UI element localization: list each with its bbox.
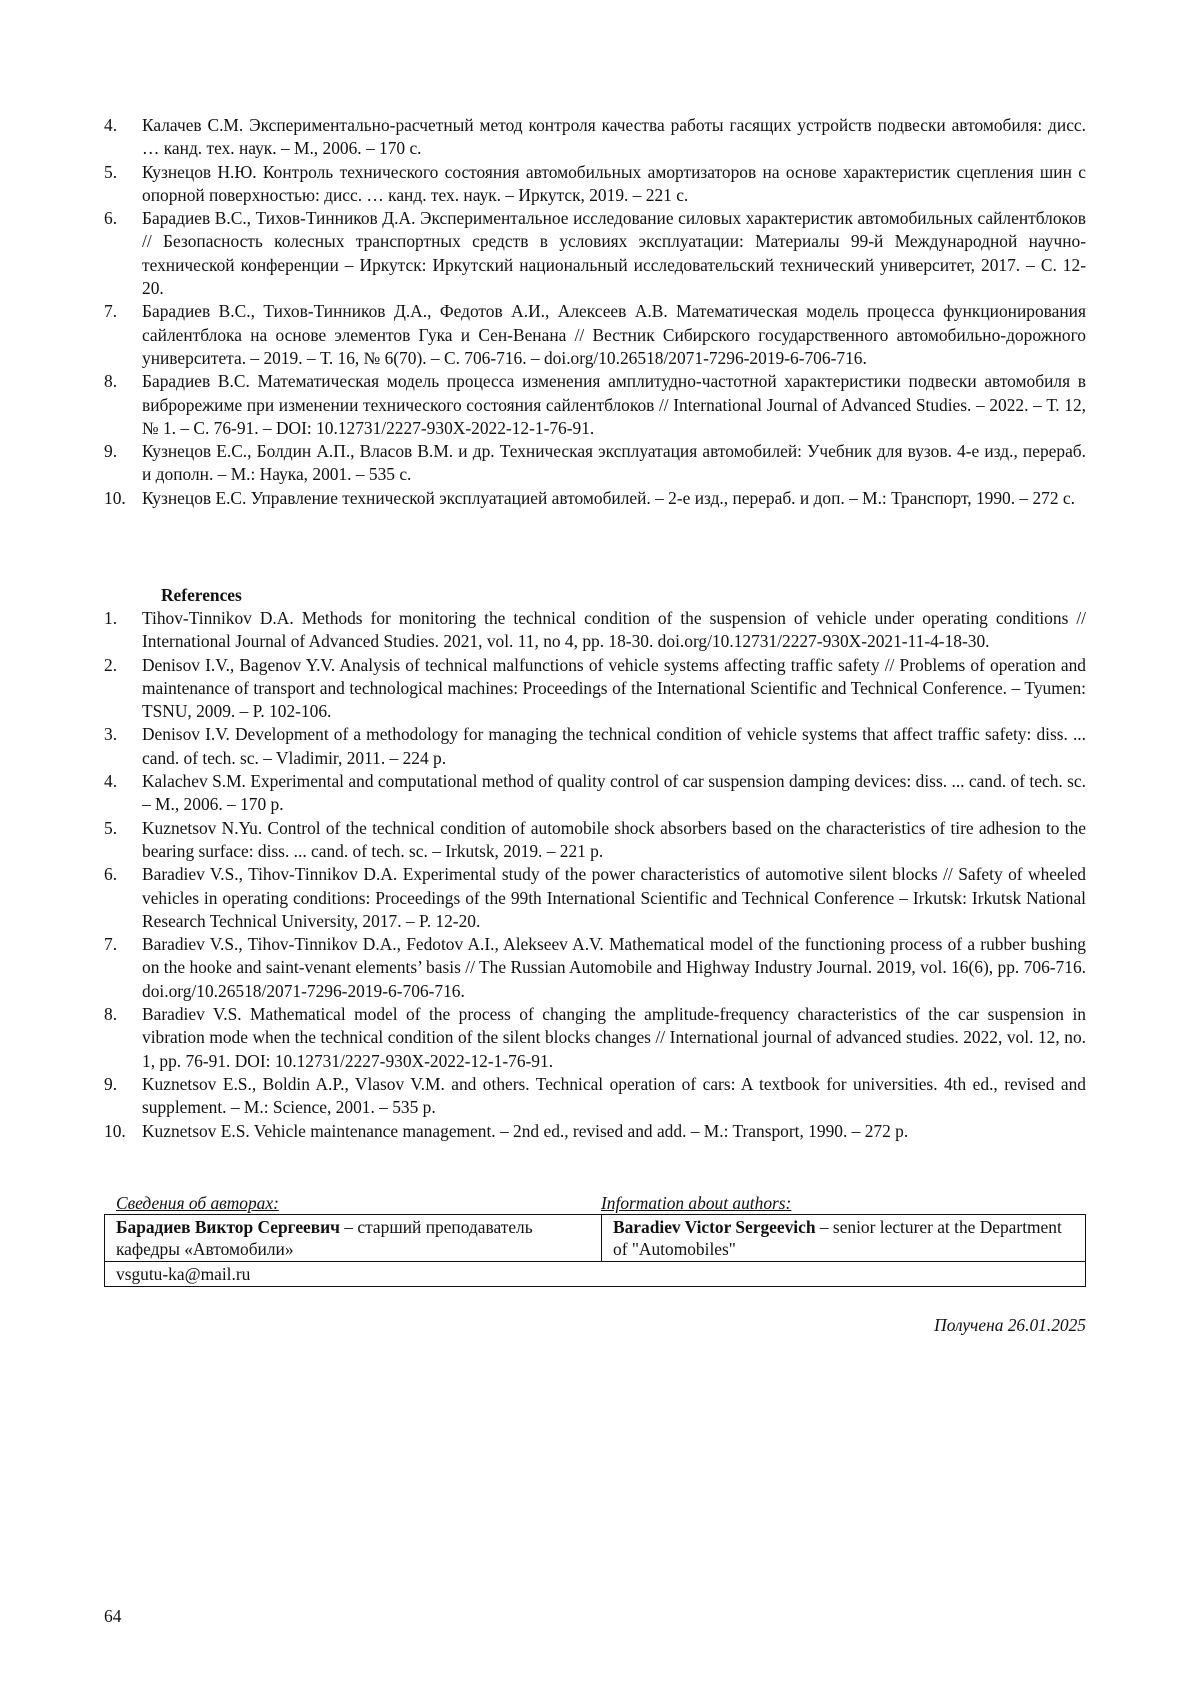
reference-item xyxy=(104,863,1086,933)
reference-text: Baradiev V.S. Mathematical model of the process of changing the amplitude-frequency characteristics of the car suspension in vibration mode when the technical condition of the silent blocks changes // International journal of advanced studies. 2022, vol. 12, no. 1, pp. 76-91. DOI: 10.12731/2227-930X-2022-12-1-76-91. xyxy=(142,1004,1086,1071)
authors-captions xyxy=(104,1192,1086,1214)
author-role-en: – senior lecturer at the Department of "Automobiles" xyxy=(613,1217,1062,1259)
reference-number: 4. xyxy=(104,771,118,792)
reference-number: 5. xyxy=(104,817,118,838)
reference-item xyxy=(104,607,1086,654)
reference-text: Denisov I.V. Development of a methodology for managing the technical condition of vehicle systems that affect traffic safety: diss. ... cand. of tech. sc. – Vladimir, 2011. – 224 p. xyxy=(142,724,1086,768)
reference-text: Барадиев В.С., Тихов-Тинников Д.А. Экспериментальное исследование силовых характеристик автомобильных сайлентблоков // Безопасность колесных транспортных средств в условиях эксплуатации: Материалы 99-й Международной научно-технической конференции – Иркутск: Иркутский национальный исследовательский технический университет, 2017. – С. 12-20. xyxy=(142,208,1086,299)
author-row xyxy=(105,1215,1086,1262)
reference-text: Кузнецов Н.Ю. Контроль технического состояния автомобильных амортизаторов на основе характеристик сцепления шин с опорной поверхностью: дисс. … канд. тех. наук. – Иркутск, 2019. – 221 с. xyxy=(142,161,1086,205)
author-name-en: Baradiev Victor Sergeevich xyxy=(613,1217,816,1237)
english-reference-list xyxy=(104,607,1086,1143)
reference-text: Барадиев В.С., Тихов-Тинников Д.А., Федотов А.И., Алексеев А.В. Математическая модель процесса функционирования сайлентблока на основе элементов Гука и Сен-Венана // Вестник Сибирского государственного автомобильно-дорожного университета. – 2019. – Т. 16, № 6(70). – С. 706-716. – doi.org/10.26518/2071-7296-2019-6-706-716. xyxy=(142,301,1086,368)
reference-number: 8. xyxy=(104,371,118,392)
authors-table xyxy=(104,1214,1086,1287)
reference-number: 9. xyxy=(104,1073,118,1094)
reference-text: Калачев С.М. Экспериментально-расчетный метод контроля качества работы гасящих устройств подвески автомобиля: дисс. … канд. тех. наук. – М., 2006. – 170 с. xyxy=(142,115,1086,159)
reference-item xyxy=(104,1073,1086,1120)
author-email[interactable]: vsgutu-ka@mail.ru xyxy=(105,1262,1086,1287)
email-row xyxy=(105,1262,1086,1287)
reference-item xyxy=(104,487,1086,510)
reference-text: Baradiev V.S., Tihov-Tinnikov D.A. Experimental study of the power characteristics of automotive silent blocks // Safety of wheeled vehicles in operating conditions: Proceedings of the 99th International Scientific and Technical Conference – Irkutsk: Irkutsk National Research Technical University, 2017. – P. 12-20. xyxy=(142,864,1086,931)
reference-text: Kuznetsov N.Yu. Control of the technical condition of automobile shock absorbers based on the characteristics of tire adhesion to the bearing surface: diss. ... cand. of tech. sc. – Irkutsk, 2019. – 221 p. xyxy=(142,817,1086,861)
reference-text: Denisov I.V., Bagenov Y.V. Analysis of technical malfunctions of vehicle systems affecting traffic safety // Problems of operation and maintenance of transport and technological machines: Proceedings of the International Scientific and Technical Conference. – Tyumen: TSNU, 2009. – P. 102-106. xyxy=(142,654,1086,722)
author-role-ru: – старший преподаватель кафедры «Автомобили» xyxy=(116,1217,533,1259)
reference-item xyxy=(104,1003,1086,1073)
reference-number: 2. xyxy=(104,654,118,675)
reference-item xyxy=(104,114,1086,161)
page-number: 64 xyxy=(104,1606,122,1626)
reference-number: 10. xyxy=(104,487,126,508)
reference-item xyxy=(104,817,1086,864)
reference-text: Tihov-Tinnikov D.A. Methods for monitoring the technical condition of the suspension of vehicle under operating conditions // International Journal of Advanced Studies. 2021, vol. 11, no 4, pp. 18-30. doi.org/10.12731/2227-930X-2021-11-4-18-30. xyxy=(142,608,1086,652)
reference-number: 6. xyxy=(104,208,118,229)
reference-item xyxy=(104,654,1086,724)
references-heading: References xyxy=(161,585,242,605)
reference-item xyxy=(104,300,1086,370)
authors-caption-ru: Сведения об авторах: xyxy=(116,1193,279,1213)
reference-item xyxy=(104,770,1086,817)
reference-item xyxy=(104,161,1086,208)
received-date: Получена 26.01.2025 xyxy=(934,1315,1086,1335)
reference-number: 5. xyxy=(104,161,118,182)
reference-text: Kuznetsov E.S. Vehicle maintenance management. – 2nd ed., revised and add. – M.: Transport, 1990. – 272 p. xyxy=(142,1120,909,1141)
reference-text: Барадиев В.С. Математическая модель процесса изменения амплитудно-частотной характеристики подвески автомобиля в виброрежиме при изменении технического состояния сайлентблоков // International Journal of Advanced Studies. – 2022. – Т. 12, № 1. – С. 76-91. – DOI: 10.12731/2227-930X-2022-12-1-76-91. xyxy=(142,371,1086,438)
reference-number: 3. xyxy=(104,724,118,745)
reference-text: Kalachev S.M. Experimental and computational method of quality control of car suspension damping devices: diss. ... cand. of tech. sc. – M., 2006. – 170 p. xyxy=(142,771,1086,815)
reference-item xyxy=(104,440,1086,487)
reference-number: 9. xyxy=(104,441,118,462)
author-name-ru: Барадиев Виктор Сергеевич xyxy=(116,1217,340,1237)
reference-text: Kuznetsov E.S., Boldin A.P., Vlasov V.M. and others. Technical operation of cars: A textbook for universities. 4th ed., revised and supplement. – M.: Science, 2001. – 535 p. xyxy=(142,1073,1086,1118)
authors-block xyxy=(104,1192,1086,1287)
author-info-en xyxy=(602,1215,1086,1262)
reference-number: 6. xyxy=(104,864,118,885)
reference-text: Кузнецов Е.С., Болдин А.П., Власов В.М. и др. Техническая эксплуатация автомобилей: Учебник для вузов. 4-е изд., перераб. и дополн. – М.: Наука, 2001. – 535 с. xyxy=(142,441,1086,485)
author-info-ru xyxy=(105,1215,602,1262)
reference-number: 7. xyxy=(104,301,118,322)
reference-number: 10. xyxy=(104,1120,126,1141)
reference-item xyxy=(104,723,1086,770)
reference-item xyxy=(104,1120,1086,1143)
reference-number: 4. xyxy=(104,115,118,135)
reference-text: Кузнецов Е.С. Управление технической эксплуатацией автомобилей. – 2-е изд., перераб. и доп. – М.: Транспорт, 1990. – 272 с. xyxy=(142,487,1075,508)
reference-number: 1. xyxy=(104,608,118,628)
authors-caption-en: Information about authors: xyxy=(601,1193,792,1213)
reference-item xyxy=(104,370,1086,440)
reference-item xyxy=(104,933,1086,1003)
reference-item xyxy=(104,207,1086,300)
russian-reference-list xyxy=(104,114,1086,510)
reference-number: 7. xyxy=(104,934,118,955)
reference-text: Baradiev V.S., Tihov-Tinnikov D.A., Fedotov A.I., Alekseev A.V. Mathematical model of the functioning process of a rubber bushing on the hooke and saint-venant elements’ basis // The Russian Automobile and Highway Industry Journal. 2019, vol. 16(6), pp. 706-716. doi.org/10.26518/2071-7296-2019-6-706-716. xyxy=(142,934,1086,1001)
reference-number: 8. xyxy=(104,1004,118,1025)
